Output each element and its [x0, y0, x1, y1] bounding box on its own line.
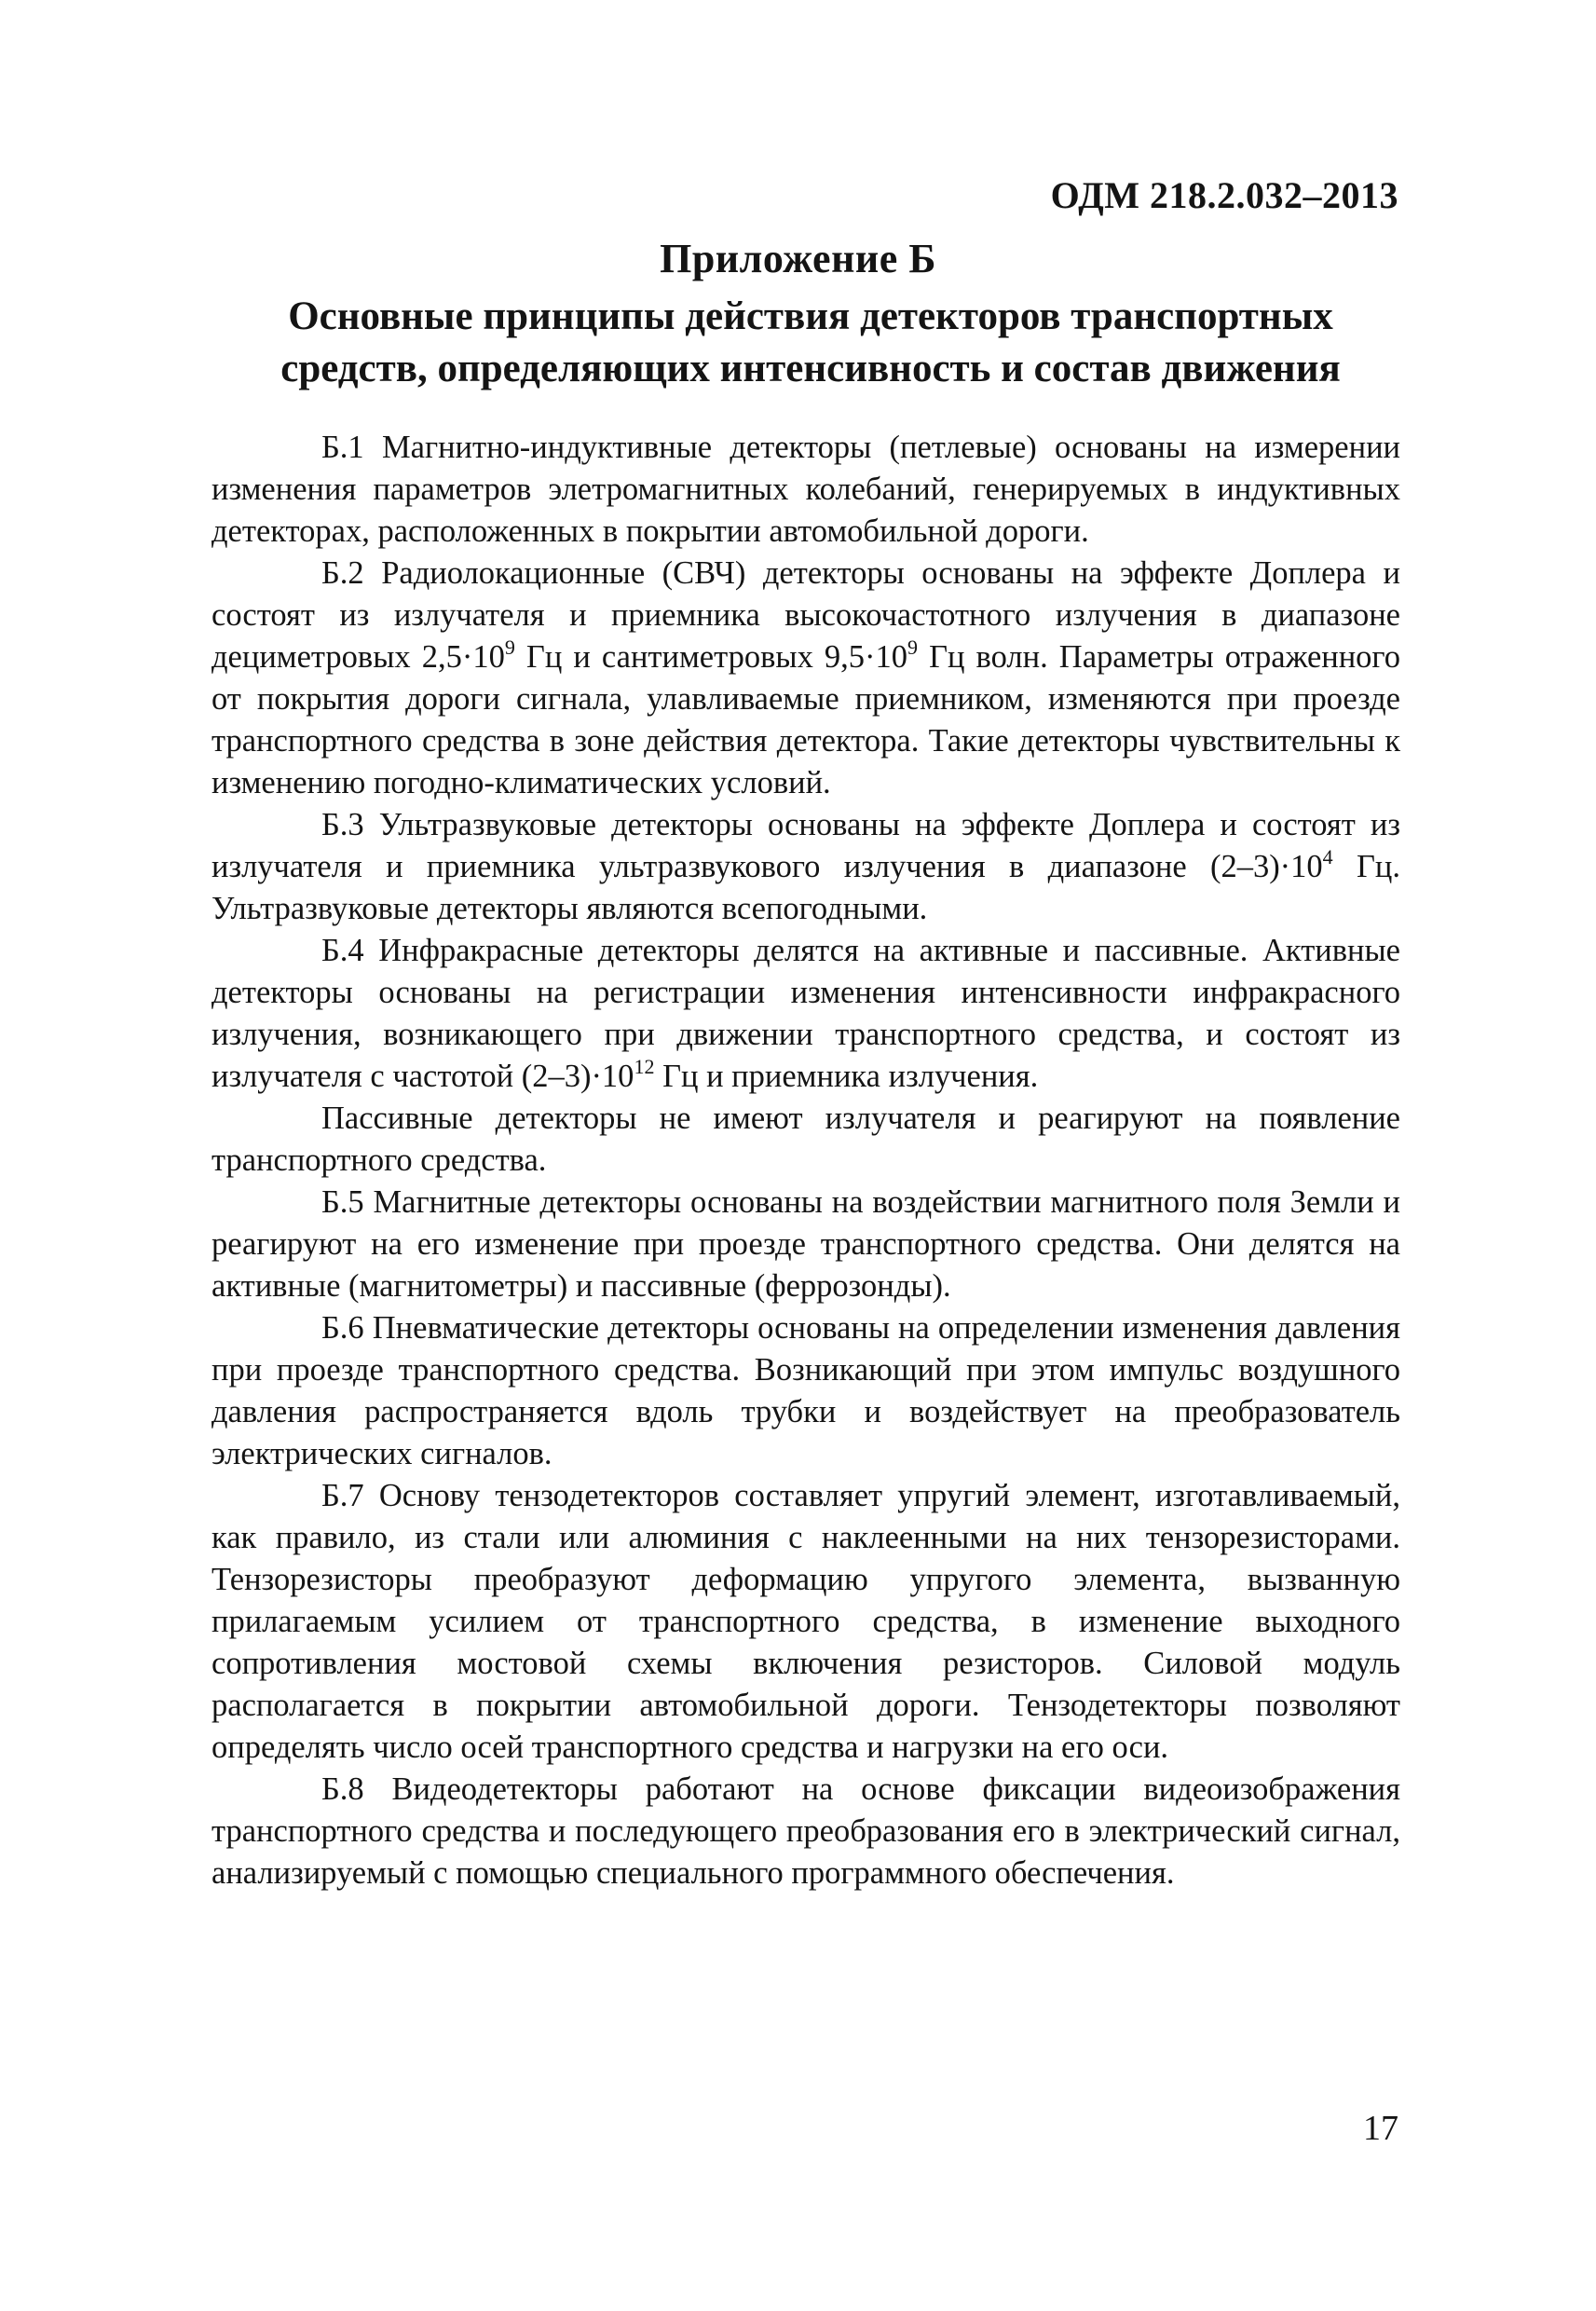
exponent: 4: [1322, 844, 1333, 868]
exponent: 12: [634, 1054, 655, 1078]
paragraph-b8: Б.8 Видеодетекторы работают на основе фиксации видеоизображения транспортного средства и последующего преобразования его в электрический сигнал, анализируемый с помощью специального программного обеспечения.: [211, 1771, 1400, 1891]
paragraph-b4-part-a: Б.4 Инфракрасные детекторы делятся на активные и пассивные. Активные детекторы основаны на регистрации изменения интенсивности инфракрасного излучения, возникающего при движении транспортного средства, и состоят из излучателя с частотой (2–3)·10: [211, 933, 1400, 1094]
paragraph-b2-part-a: Б.2 Радиолокационные (СВЧ) детекторы основаны на эффекте Доплера и состоят из излучателя и приемника высокочастотного излучения в диапазоне дециметровых 2,5·10: [211, 555, 1400, 675]
paragraph-b2: [211, 553, 1400, 804]
paragraph-b3-part-a: Б.3 Ультразвуковые детекторы основаны на эффекте Доплера и состоят из излучателя и приемника ультразвукового излучения в диапазоне (2–3)·10: [211, 807, 1400, 884]
exponent: 9: [907, 635, 919, 659]
appendix-subtitle-line-2: средств, определяющих интенсивность и состав движения: [280, 347, 1341, 390]
paragraph-b7: Б.7 Основу тензодетекторов составляет упругий элемент, изготавливаемый, как правило, из стали или алюминия с наклеенными на них тензорезисторами. Тензорезисторы преобразуют деформацию упругого элемента, вызванную прилагаемым усилием от транспортного средства, в изменение выходного сопротивления мостовой схемы включения резисторов. Силовой модуль располагается в покрытии автомобильной дороги. Тензодетекторы позволяют определять число осей транспортного средства и нагрузки на его оси.: [211, 1478, 1400, 1765]
exponent: 9: [504, 635, 515, 659]
document-code: ОДМ 218.2.032–2013: [1050, 174, 1398, 216]
paragraph-b4-part-b: Гц и приемника излучения.: [654, 1059, 1039, 1094]
paragraph-passive: Пассивные детекторы не имеют излучателя и реагируют на появление транспортного средства.: [211, 1101, 1400, 1178]
paragraph-b3-part-b: Гц. Ультразвуковые детекторы являются всепогодными.: [211, 849, 1400, 926]
appendix-subtitle: [233, 291, 1388, 395]
paragraph-b6: Б.6 Пневматические детекторы основаны на определении изменения давления при проезде транспортного средства. Возникающий при этом импульс воздушного давления распространяется вдоль трубки и воздействует на преобразователь электрических сигналов.: [211, 1310, 1400, 1471]
page-number: 17: [1363, 2109, 1398, 2148]
paragraph-b5: Б.5 Магнитные детекторы основаны на воздействии магнитного поля Земли и реагируют на его изменение при проезде транспортного средства. Они делятся на активные (магнитометры) и пассивные (феррозонды).: [211, 1184, 1400, 1304]
paragraph-b2-part-b: Гц и сантиметровых 9,5·10: [514, 639, 908, 675]
appendix-title: Приложение Б: [660, 236, 936, 281]
appendix-subtitle-line-1: Основные принципы действия детекторов транспортных: [288, 294, 1333, 338]
paragraph-b2-part-c: Гц волн. Параметры отраженного от покрытия дороги сигнала, улавливаемые приемником, изменяются при проезде транспортного средства в зоне действия детектора. Такие детекторы чувствительны к изменению погодно-климатических условий.: [211, 639, 1400, 800]
paragraph-b4: [211, 930, 1400, 1098]
body-text: [211, 427, 1400, 1894]
paragraph-b1: Б.1 Магнитно-индуктивные детекторы (петлевые) основаны на измерении изменения параметров элетромагнитных колебаний, генерируемых в индуктивных детекторах, расположенных в покрытии автомобильной дороги.: [211, 430, 1400, 549]
paragraph-b3: [211, 804, 1400, 930]
